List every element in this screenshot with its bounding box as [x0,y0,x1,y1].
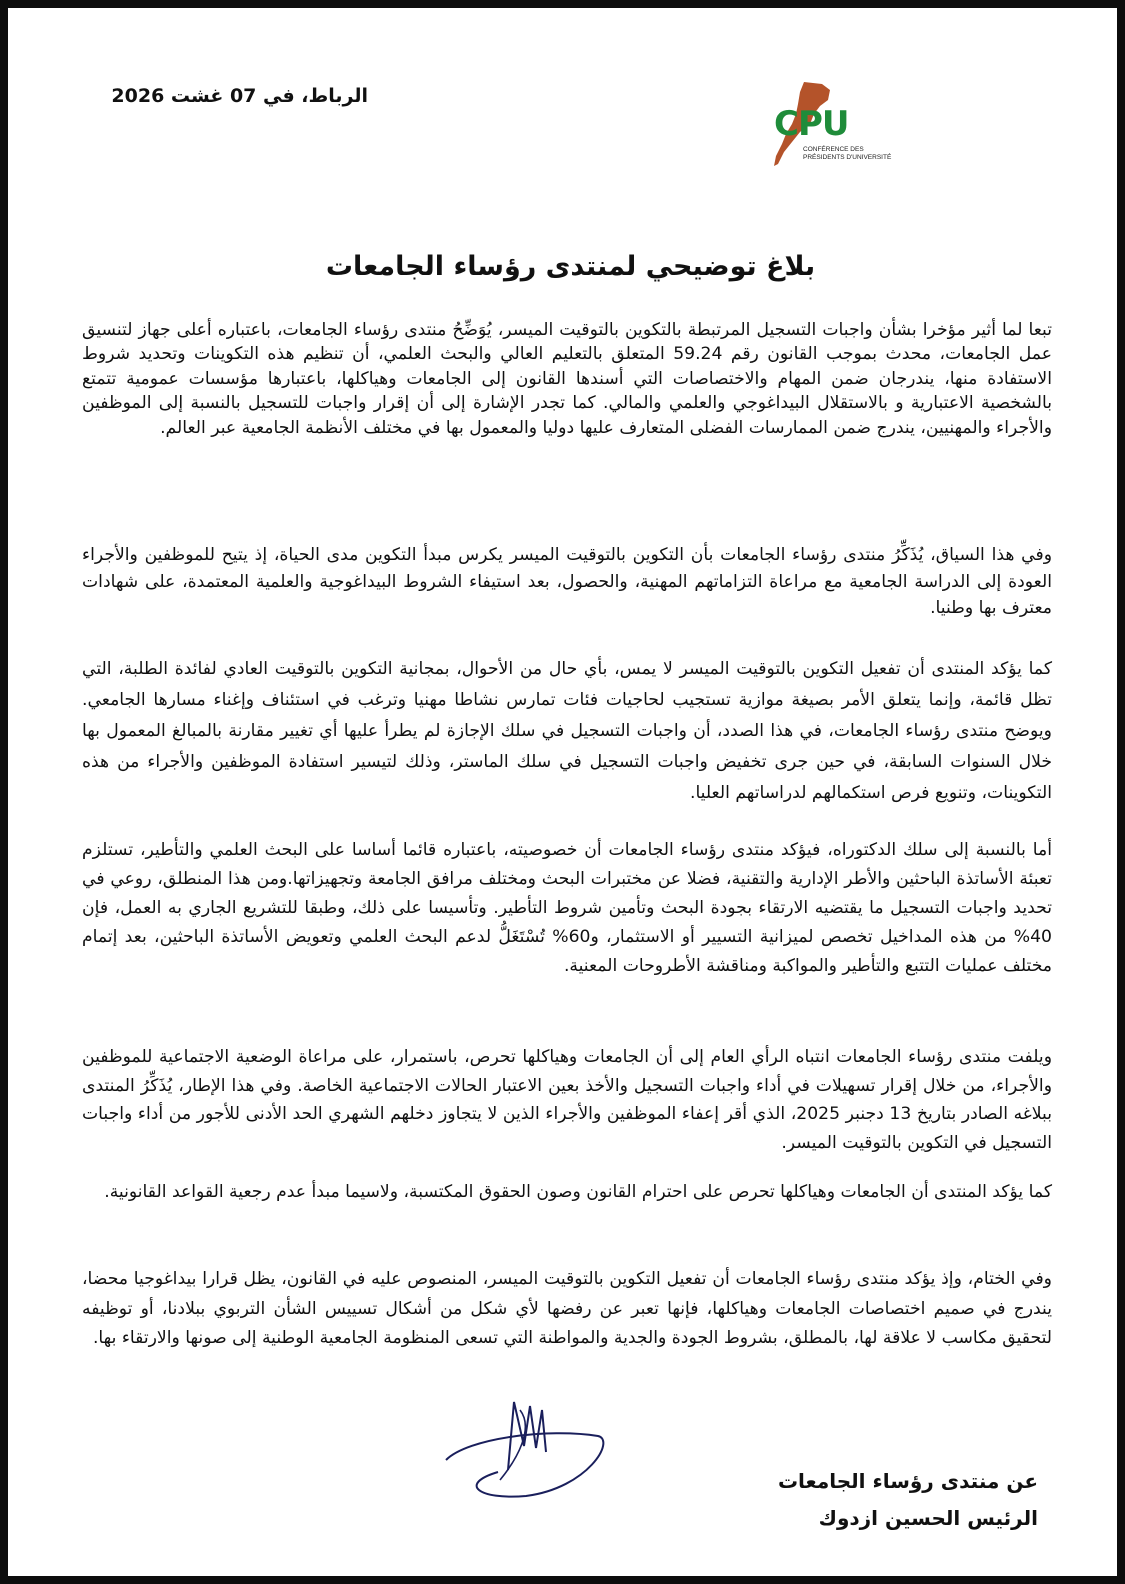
paragraph [82,1043,1052,1157]
handwritten-signature [438,1388,618,1508]
paragraph-text: ويلفت منتدى رؤساء الجامعات انتباه الرأي العام إلى أن الجامعات وهياكلها تحرص، باستمرار، على مراعاة الوضعية الاجتماعية للموظفين والأجراء، من خلال إقرار تسهيلات في أداء واجبات التسجيل والأخذ بعين الاعتبار الحالات الاجتماعية الخاصة. وفي هذا الإطار، يُذَكِّرُ المنتدى ببلاغه الصادر بتاريخ 13 دجنبر 2025، الذي أقر إعفاء الموظفين والأجراء الذين لا يتجاوز دخلهم الشهري الحد الأدنى للأجور من أداء واجبات التسجيل في التكوين بالتوقيت الميسر. [82,1047,1052,1153]
sign-off [608,1463,1038,1537]
paragraph [82,654,1052,809]
date-line: الرباط، في 07 غشت 2026 [111,85,368,107]
sign-off-organization: عن منتدى رؤساء الجامعات [777,1469,1038,1493]
paragraph-text: وفي الختام، وإذ يؤكد منتدى رؤساء الجامعات أن تفعيل التكوين بالتوقيت الميسر، المنصوص عليه في القانون، يظل قرارا بيداغوجيا محضا، يندرج في صميم اختصاصات الجامعات وهياكلها، فإنها تعبر عن رفضها لأي شكل من أشكال تسييس الشأن التربوي ببلادنا، أو توظيفه لتحقيق مكاسب لا علاقة لها، بالمطلق، بشروط الجودة والجدية والمواطنة التي تسعى المنظومة الجامعية الوطنية إلى صونها والارتقاء بها. [82,1269,1052,1348]
paragraph-text: كما يؤكد المنتدى أن الجامعات وهياكلها تحرص على احترام القانون وصون الحقوق المكتسبة، ولاسيما مبدأ عدم رجعية القواعد القانونية. [104,1182,1052,1202]
paragraph-text: وفي هذا السياق، يُذَكِّرُ منتدى رؤساء الجامعات بأن التكوين بالتوقيت الميسر يكرس مبدأ التكوين مدى الحياة، إذ يتيح للموظفين والأجراء العودة إلى الدراسة الجامعية مع مراعاة التزاماتهم المهنية، والحصول، بعد استيفاء الشروط البيداغوجية والعلمية المعتمدة، على شهادات معترف بها وطنيا. [82,545,1052,618]
document-title: بلاغ توضيحي لمنتدى رؤساء الجامعات [325,251,816,282]
paragraph-text: كما يؤكد المنتدى أن تفعيل التكوين بالتوقيت الميسر لا يمس، بأي حال من الأحوال، بمجانية التكوين بالتوقيت العادي لفائدة الطلبة، التي تظل قائمة، وإنما يتعلق الأمر بصيغة موازية تستجيب لحاجيات فئات تمارس نشاطا مهنيا وترغب في استئناف وإغناء مسارها الجامعي. ويوضح منتدى رؤساء الجامعات، في هذا الصدد، أن واجبات التسجيل في سلك الإجازة لم يطرأ عليها أي تغيير مقارنة بالمبالغ المعمول بها خلال السنوات السابقة، في حين جرى تخفيض واجبات التسجيل في سلك الماستر، وذلك لتيسير استفادة الموظفين والأجراء من هذه التكوينات، وتنويع فرص استكمالهم لدراساتهم العليا. [82,659,1052,803]
sign-off-president: الرئيس الحسين ازدوك [818,1506,1038,1530]
paragraph [82,836,1052,981]
paragraph [82,1178,1052,1207]
paragraph [82,542,1052,622]
cpu-logo [770,80,890,175]
paragraph [82,318,1052,440]
logo-subtitle: CONFÉRENCE DES PRÉSIDENTS D'UNIVERSITÉ [803,146,892,161]
paragraph [82,1265,1052,1354]
logo-acronym: CPU [774,104,849,144]
paragraph-text: تبعا لما أثير مؤخرا بشأن واجبات التسجيل المرتبطة بالتكوين بالتوقيت الميسر، يُوَضِّحُ منتدى رؤساء الجامعات، باعتباره أعلى جهاز لتنسيق عمل الجامعات، محدث بموجب القانون رقم 59.24 المتعلق بالتعليم العالي والبحث العلمي، أن تنظيم هذه التكوينات وتحديد شروط الاستفادة منها، يندرجان ضمن المهام والاختصاصات التي أسندها القانون إلى الجامعات وهياكلها، باعتبارها مؤسسات عمومية تتمتع بالشخصية الاعتبارية و بالاستقلال البيداغوجي والعلمي والمالي. كما تجدر الإشارة إلى أن إقرار واجبات للتسجيل بالنسبة إلى الموظفين والأجراء والمهنيين، يندرج ضمن الممارسات الفضلى المتعارف عليها دوليا والمعمول بها في مختلف الأنظمة الجامعية عبر العالم. [82,320,1052,438]
paragraph-text: أما بالنسبة إلى سلك الدكتوراه، فيؤكد منتدى رؤساء الجامعات أن خصوصيته، باعتباره قائما أساسا على البحث العلمي والتأطير، تستلزم تعبئة الأساتذة الباحثين والأطر الإدارية والتقنية، فضلا عن مختبرات البحث ومختلف مرافق الجامعة وتجهيزاتها.ومن هذا المنطلق، روعي في تحديد واجبات التسجيل ما يقتضيه الارتقاء بجودة البحث وتأمين شروط التأطير. وتأسيسا على ذلك، وطبقا للتشريع الجاري به العمل، فإن 40% من هذه المداخيل تخصص لميزانية التسيير أو الاستثمار، و60% تُسْتَغَلُّ لدعم البحث العلمي وتعويض الأساتذة الباحثين، بعد إتمام مختلف عمليات التتبع والتأطير والمواكبة ومناقشة الأطروحات المعنية. [82,840,1052,976]
